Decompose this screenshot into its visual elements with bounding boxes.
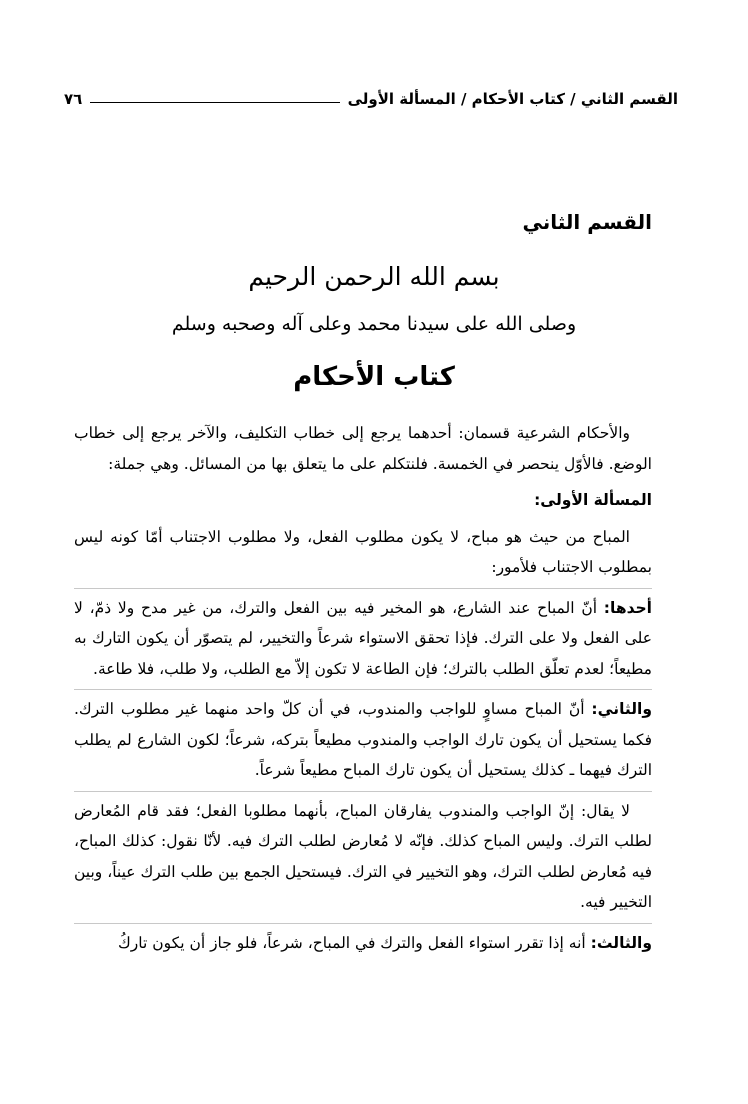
- objection-paragraph: لا يقال: إنّ الواجب والمندوب يفارقان المباح، بأنهما مطلوبا الفعل؛ فقد قام المُعارض لطلب الترك. وليس المباح كذلك. فإنّه لا مُعارض لطلب الترك فيه. لأنّا نقول: كذلك المباح، فيه مُعارض لطلب الترك، وهو التخيير في الترك. فيستحيل الجمع بين طلب الترك عيناً، وبين التخيير فيه.: [74, 801, 652, 911]
- paragraph-divider: [74, 588, 652, 589]
- book-title: كتاب الأحكام: [293, 362, 455, 392]
- running-title: القسم الثاني / كتاب الأحكام / المسألة الأولى: [347, 90, 678, 108]
- intro-paragraph: والأحكام الشرعية قسمان: أحدهما يرجع إلى خطاب التكليف، والآخر يرجع إلى خطاب الوضع. فالأوّل ينحصر في الخمسة. فلنتكلم على ما يتعلق بها من المسائل. وهي جملة:: [74, 424, 652, 473]
- argument-second-text: أنّ المباح مساوٍ للواجب والمندوب، في أن كلّ واحد منهما غير مطلوب الترك. فكما يستحيل أن يكون تارك الواجب والمندوب مطيعاً بتركه، شرعاً؛ لكون الشارع لم يطلب الترك فيهما ـ كذلك يستحيل أن يكون تارك المباح مطيعاً شرعاً.: [74, 700, 652, 779]
- issue-statement: المباح من حيث هو مباح، لا يكون مطلوب الفعل، ولا مطلوب الاجتناب أمّا كونه ليس بمطلوب الاجتناب فلأمور:: [74, 527, 652, 576]
- section-title: القسم الثاني: [522, 210, 652, 234]
- header-rule: [90, 102, 339, 103]
- basmala: بسم الله الرحمن الرحيم: [248, 262, 500, 291]
- issue-heading: المسألة الأولى:: [534, 491, 652, 509]
- argument-first-lead: أحدها:: [603, 598, 652, 617]
- argument-third-text: أنه إذا تقرر استواء الفعل والترك في المباح، شرعاً، فلو جاز أن يكون تاركُ: [118, 933, 591, 952]
- argument-third: [74, 928, 652, 959]
- body-text: [74, 418, 652, 963]
- running-header: [64, 86, 678, 112]
- argument-third-lead: والثالث:: [590, 933, 652, 952]
- paragraph-divider: [74, 791, 652, 792]
- argument-first-text: أنّ المباح عند الشارع، هو المخير فيه بين الفعل والترك، من غير مدح ولا ذمّ، لا على الفعل ولا على الترك. فإذا تحقق الاستواء شرعاً والتخيير، لم يتصوّر أن يكون التارك به مطيعاً؛ لعدم تعلّق الطلب بالترك؛ فإن الطاعة لا تكون إلاّ مع الطلب، ولا طلب، فلا طاعة.: [74, 598, 652, 678]
- paragraph-divider: [74, 923, 652, 924]
- page-number: ٧٦: [64, 90, 83, 108]
- argument-first: [74, 593, 652, 685]
- blessing-line: وصلى الله على سيدنا محمد وعلى آله وصحبه وسلم: [171, 313, 577, 335]
- argument-second: [74, 694, 652, 786]
- paragraph-divider: [74, 689, 652, 690]
- argument-second-lead: والثاني:: [591, 700, 652, 718]
